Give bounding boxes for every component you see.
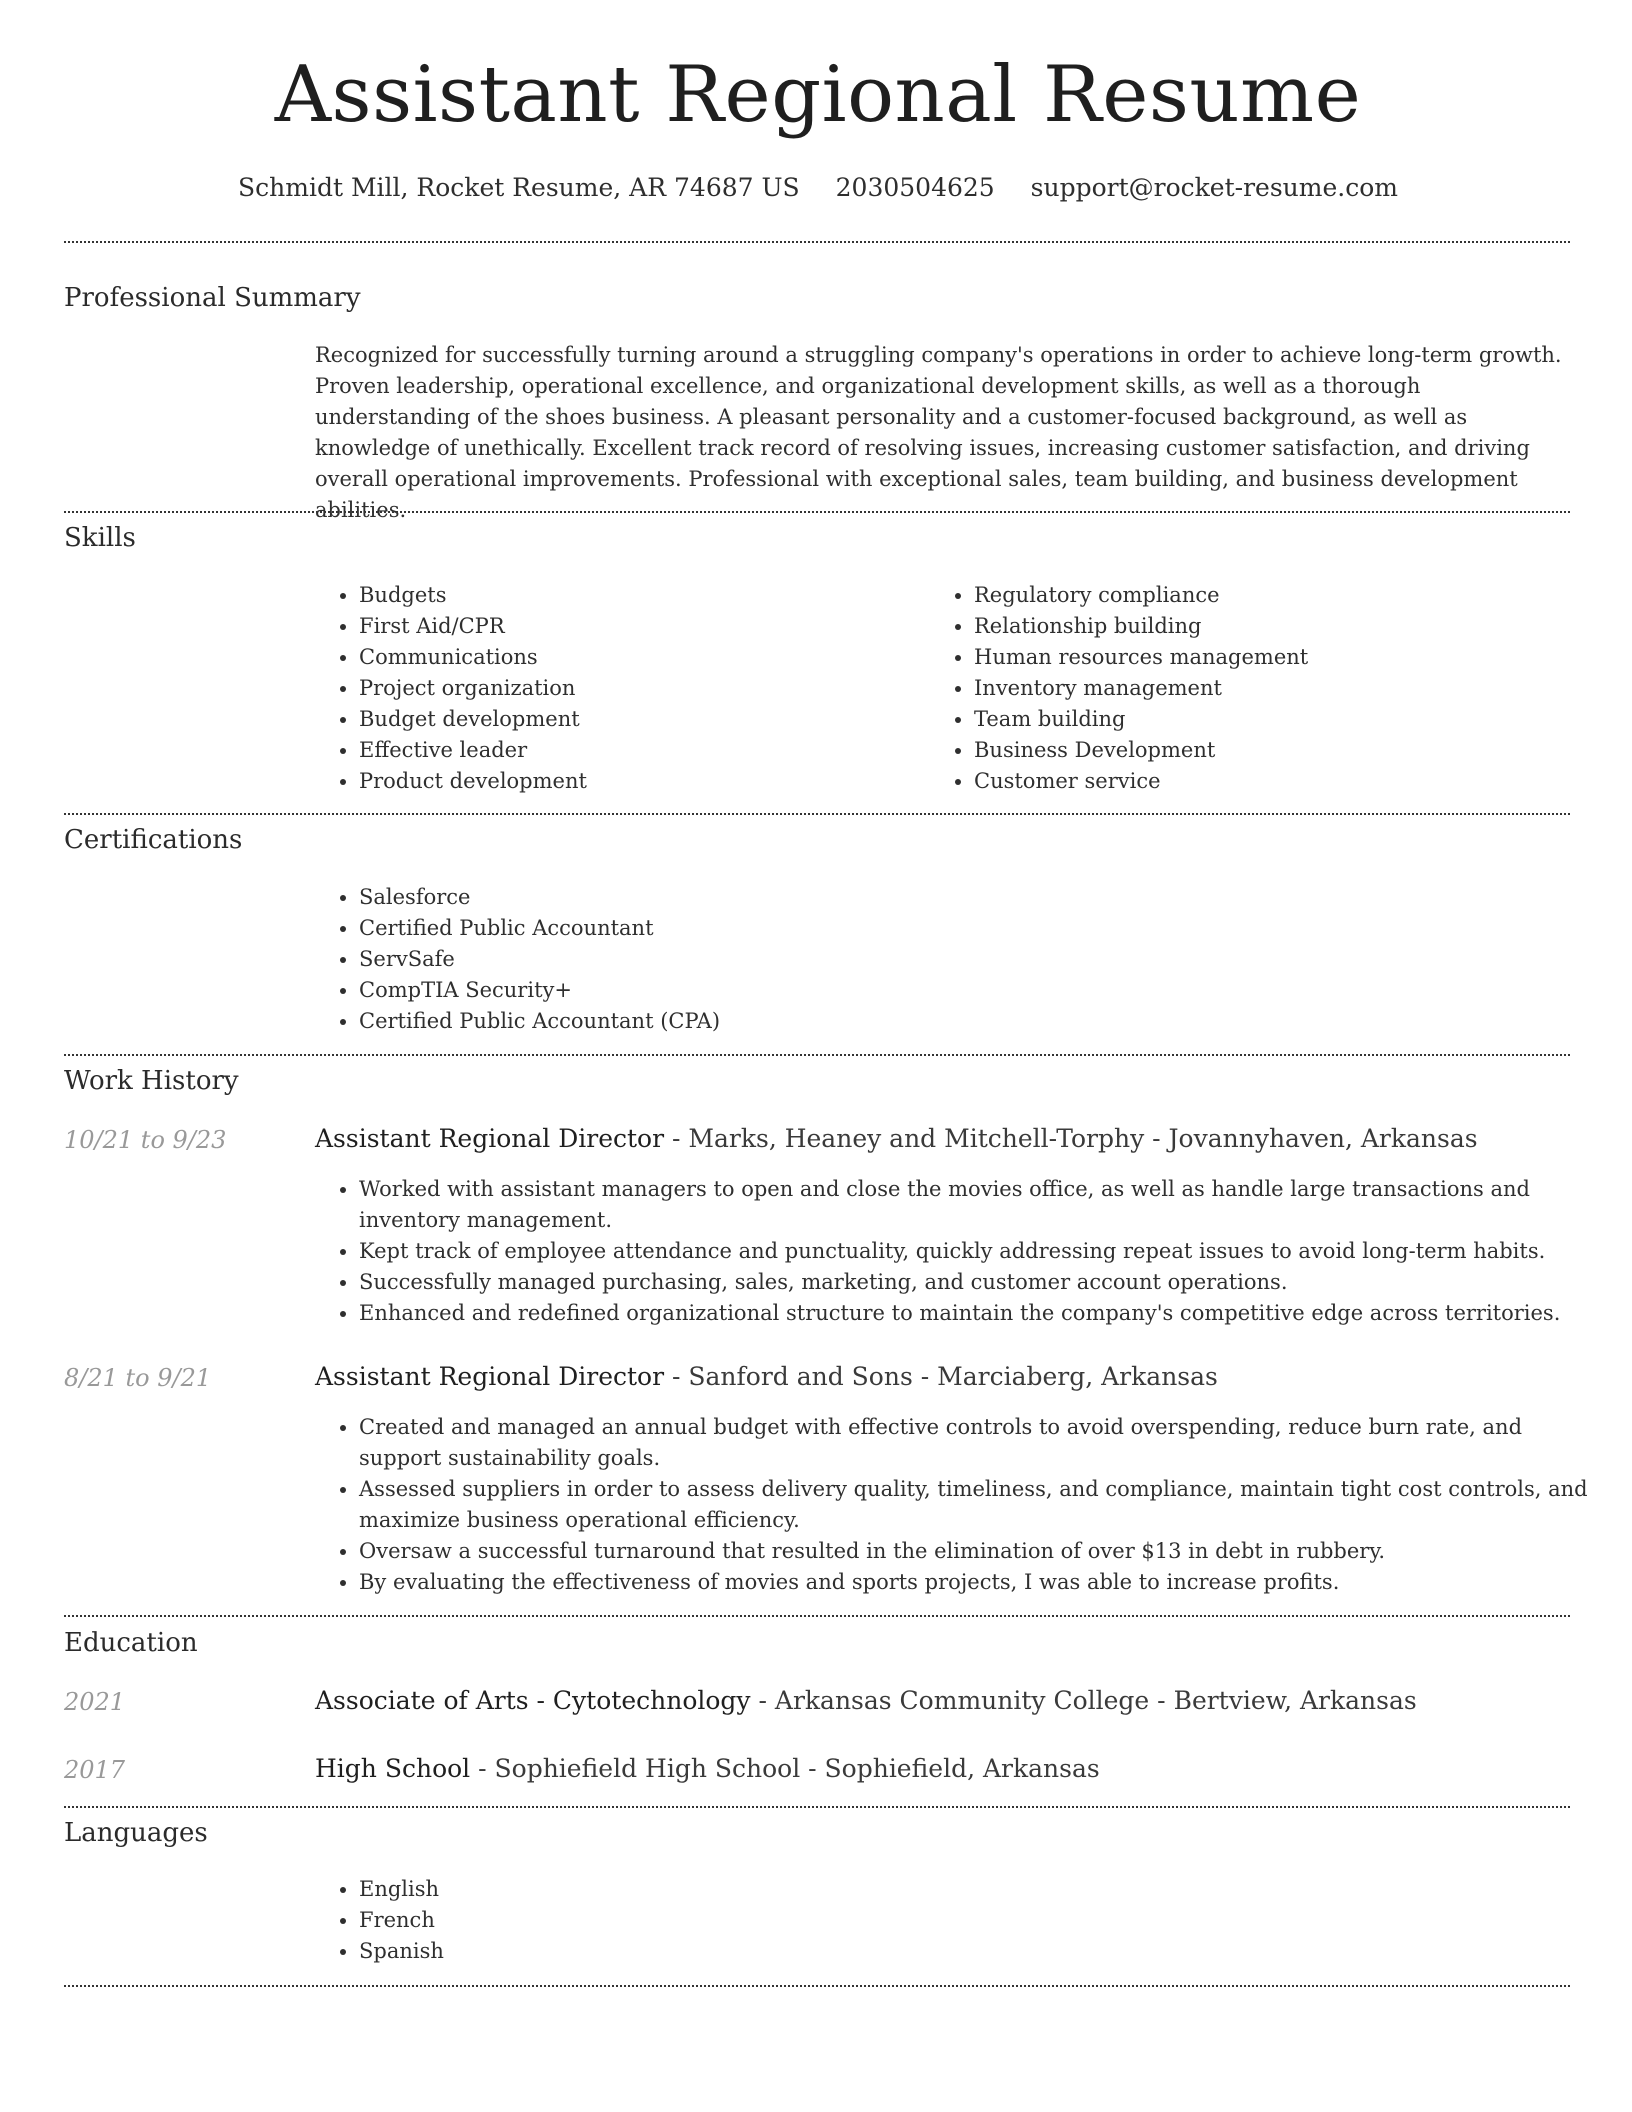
section-title-work: Work History — [64, 1066, 239, 1096]
contact-line — [0, 173, 1632, 202]
list-item: • English — [359, 1874, 959, 1905]
list-item: • Assessed suppliers in order to assess delivery quality, timeliness, and compliance, maintain tight cost controls, and maximize business operational efficiency. — [359, 1474, 1609, 1536]
job-role: Assistant Regional Director — [315, 1362, 665, 1391]
list-item: • Customer service — [974, 766, 1574, 797]
list-item: • Kept track of employee attendance and punctuality, quickly addressing repeat issues to avoid long-term habits. — [359, 1236, 1609, 1267]
divider — [64, 511, 1570, 513]
job-employer: - Sanford and Sons - Marciaberg, Arkansas — [664, 1362, 1218, 1391]
list-item: • CompTIA Security+ — [359, 975, 1459, 1006]
contact-email: support@rocket-resume.com — [1030, 173, 1398, 202]
list-item: • Salesforce — [359, 882, 1459, 913]
list-item: • By evaluating the effectiveness of movies and sports projects, I was able to increase profits. — [359, 1567, 1609, 1598]
list-item: • Team building — [974, 704, 1574, 735]
list-item: • Budgets — [359, 580, 919, 611]
job-heading — [315, 1124, 1478, 1153]
section-title-summary: Professional Summary — [64, 283, 361, 313]
list-item: • Certified Public Accountant (CPA) — [359, 1006, 1459, 1037]
list-item: • French — [359, 1905, 959, 1936]
job-heading — [315, 1362, 1218, 1391]
skills-list-left — [315, 580, 919, 797]
list-item: • Worked with assistant managers to open and close the movies office, as well as handle large transactions and inventory management. — [359, 1174, 1609, 1236]
section-title-certifications: Certifications — [64, 825, 243, 855]
list-item: • Human resources management — [974, 642, 1574, 673]
divider — [64, 1806, 1570, 1808]
list-item: • Product development — [359, 766, 919, 797]
certifications-list — [315, 882, 1459, 1037]
list-item: • Business Development — [974, 735, 1574, 766]
section-title-languages: Languages — [64, 1818, 208, 1848]
job-bullets — [315, 1174, 1609, 1329]
summary-text: Recognized for successfully turning around a struggling company's operations in order to achieve long-term growth. Proven leadership, operational excellence, and organizational development skills, as well as a thorough understanding of the shoes business. A pleasant personality and a customer-focused background, as well as knowledge of unethically. Excellent track record of resolving issues, increasing customer satisfaction, and driving overall operational improvements. Professional with exceptional sales, team building, and business development abilities. — [315, 343, 1562, 522]
list-item: • Relationship building — [974, 611, 1574, 642]
divider — [64, 1615, 1570, 1617]
list-item: • Communications — [359, 642, 919, 673]
job-bullets — [315, 1412, 1609, 1598]
contact-address: Schmidt Mill, Rocket Resume, AR 74687 US — [238, 173, 800, 202]
list-item: • Regulatory compliance — [974, 580, 1574, 611]
job-dates: 8/21 to 9/21 — [64, 1364, 212, 1392]
list-item: • Inventory management — [974, 673, 1574, 704]
list-item: • Successfully managed purchasing, sales, marketing, and customer account operations. — [359, 1267, 1609, 1298]
list-item: • Certified Public Accountant — [359, 913, 1459, 944]
resume-name: Assistant Regional Resume — [274, 50, 1362, 140]
job-role: Assistant Regional Director — [315, 1124, 665, 1153]
job-employer: - Marks, Heaney and Mitchell-Torphy - Jovannyhaven, Arkansas — [664, 1124, 1478, 1153]
divider — [64, 813, 1570, 815]
divider — [64, 241, 1570, 243]
list-item: • ServSafe — [359, 944, 1459, 975]
list-item: • Enhanced and redefined organizational structure to maintain the company's competitive edge across territories. — [359, 1298, 1609, 1329]
education-year: 2017 — [64, 1756, 126, 1784]
section-title-education: Education — [64, 1628, 198, 1658]
contact-phone: 2030504625 — [835, 173, 995, 202]
education-degree: Associate of Arts - Cytotechnology — [315, 1686, 751, 1715]
languages-list — [315, 1874, 959, 1967]
divider — [64, 1985, 1570, 1987]
list-item: • Effective leader — [359, 735, 919, 766]
education-heading — [315, 1754, 1100, 1783]
education-heading — [315, 1686, 1417, 1715]
education-year: 2021 — [64, 1688, 126, 1716]
education-school: - Arkansas Community College - Bertview, Arkansas — [750, 1686, 1417, 1715]
job-dates: 10/21 to 9/23 — [64, 1126, 227, 1154]
list-item: • First Aid/CPR — [359, 611, 919, 642]
list-item: • Created and managed an annual budget with effective controls to avoid overspending, reduce burn rate, and support sustainability goals. — [359, 1412, 1609, 1474]
skills-list-right — [930, 580, 1574, 797]
section-title-skills: Skills — [64, 523, 136, 553]
list-item: • Spanish — [359, 1936, 959, 1967]
list-item: • Budget development — [359, 704, 919, 735]
divider — [64, 1054, 1570, 1056]
list-item: • Oversaw a successful turnaround that resulted in the elimination of over $13 in debt in rubbery. — [359, 1536, 1609, 1567]
list-item: • Project organization — [359, 673, 919, 704]
education-school: - Sophiefield High School - Sophiefield, Arkansas — [470, 1754, 1100, 1783]
education-degree: High School — [315, 1754, 471, 1783]
